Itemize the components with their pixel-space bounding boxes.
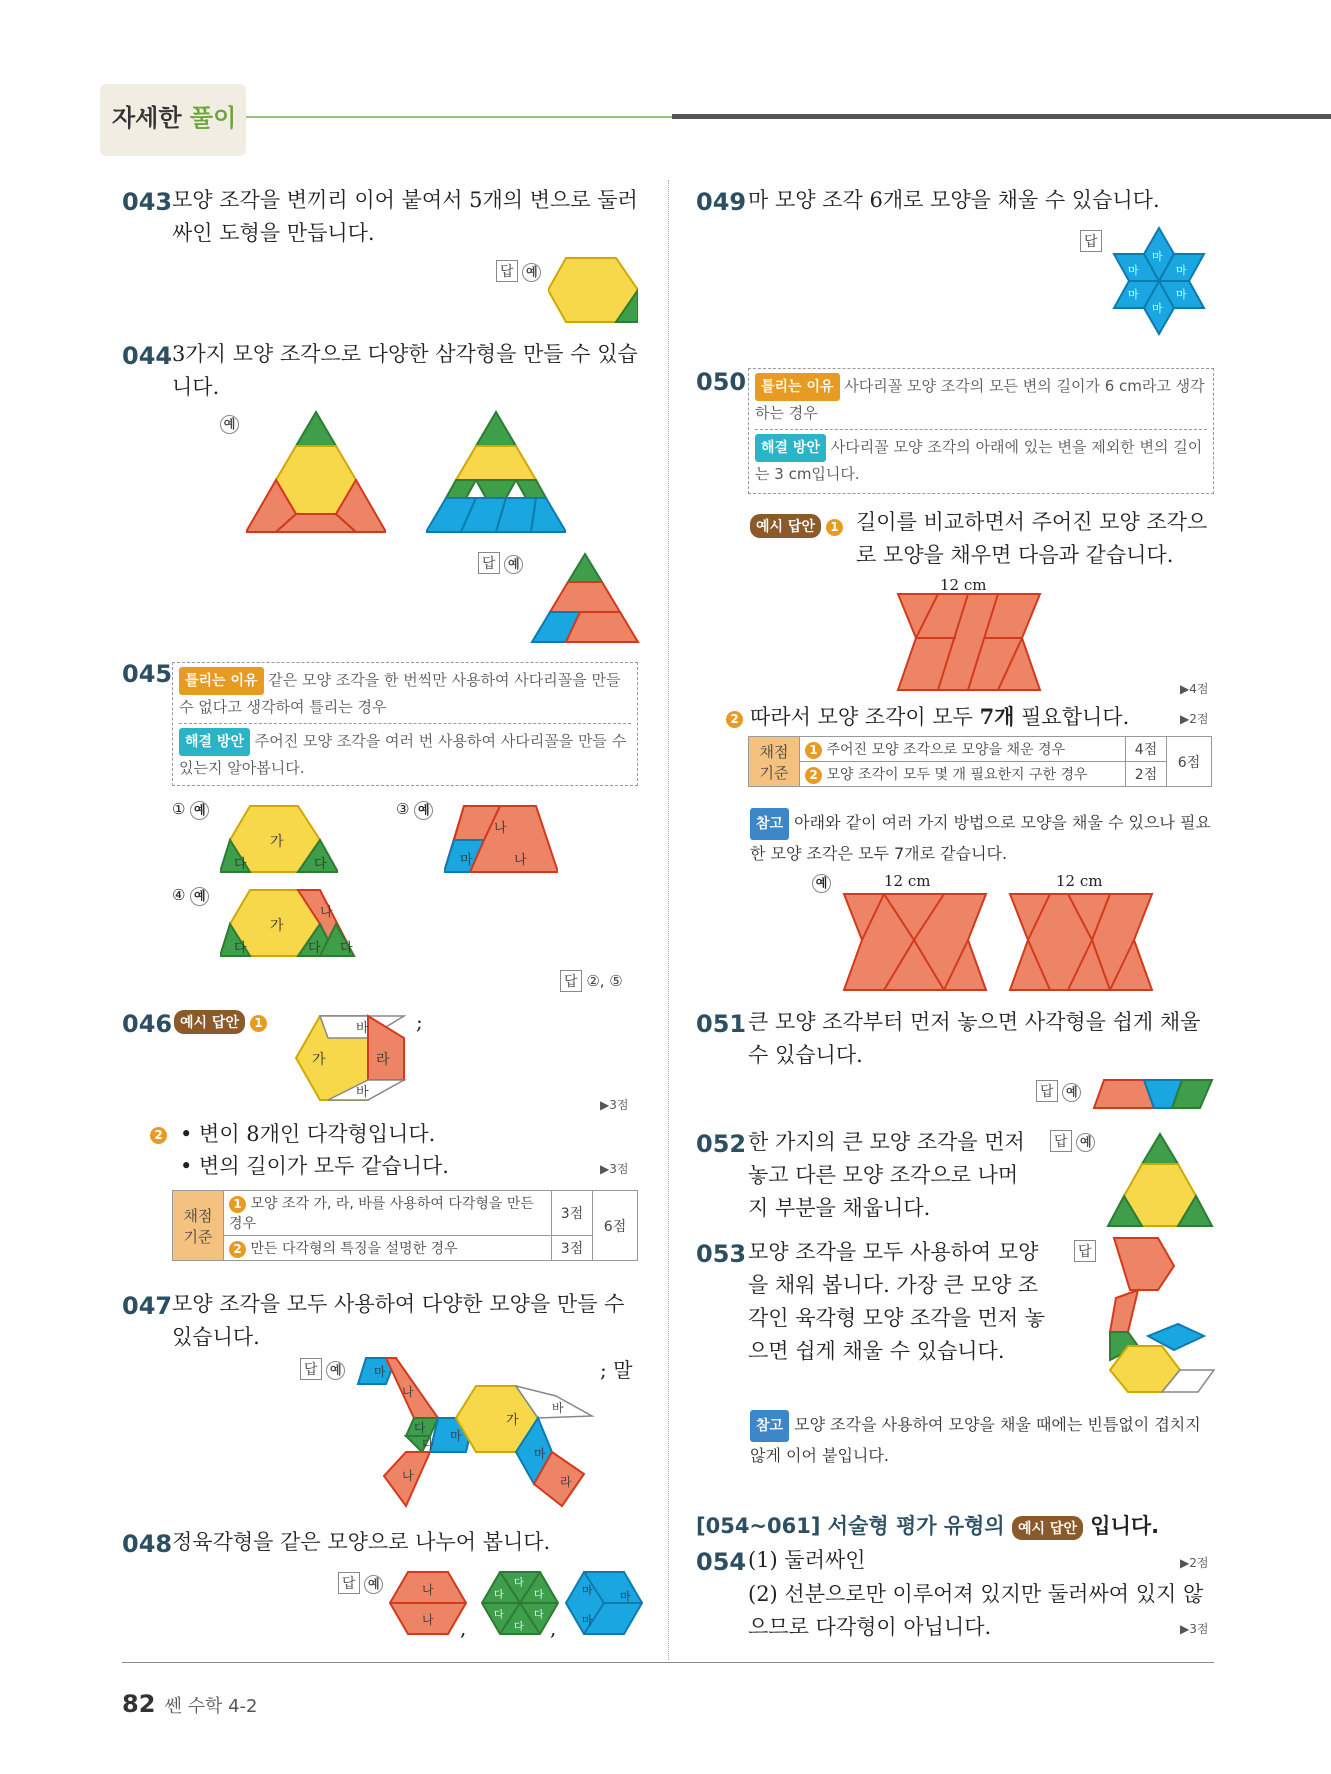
answer-box: 답 (338, 1572, 360, 1594)
shape-label: 나 (402, 1385, 414, 1399)
q045-wrong: 같은 모양 조각을 한 번씩만 사용하여 사다리꼴을 만들 수 없다고 생각하여 틀리는 경우 (179, 671, 621, 716)
q047-number: 047 (122, 1292, 173, 1320)
q043-shape (548, 256, 638, 324)
footer-rule (122, 1662, 1214, 1663)
q050-note-shape-1 (842, 890, 988, 994)
shape-label: 마 (534, 1447, 546, 1461)
grade-row-1: 1 주어진 모양 조각으로 모양을 채운 경우 (800, 737, 1126, 762)
shape-label: 나 (422, 1613, 434, 1627)
grade-head: 채점 기준 (749, 737, 800, 787)
grade-row-2: 2 모양 조각이 모두 몇 개 필요한지 구한 경우 (800, 762, 1126, 787)
q044-answer-label (478, 552, 523, 574)
grade-total: 6점 (593, 1191, 638, 1261)
q054-part2: (2) 선분으로만 이루어져 있지만 둘러싸여 있지 않으므로 다각형이 아닙니다. (748, 1582, 1204, 1639)
sample-answer-tag: 예시 답안 (1012, 1516, 1083, 1540)
q050-sample-tag-wrap (750, 514, 843, 538)
q050-note-dim-1: 12 cm (884, 872, 931, 890)
q047-text: 모양 조각을 모두 사용하여 다양한 모양을 만들 수 있습니다. (172, 1292, 625, 1349)
q050-step2: 따라서 모양 조각이 모두 7개 필요합니다. (750, 704, 1130, 729)
q051-answer-label (1036, 1080, 1081, 1102)
step-2-icon: 2 (150, 1127, 167, 1144)
sample-answer-tag: 예시 답안 (174, 1010, 245, 1034)
shape-label: 마 (374, 1365, 386, 1379)
shape-label: 가 (312, 1052, 326, 1068)
q052-text: 한 가지의 큰 모양 조각을 먼저 놓고 다른 모양 조각으로 나머지 부분을 채웁니다. (748, 1130, 1025, 1220)
step-2-icon-wrap (726, 708, 743, 728)
q050-dim-label: 12 cm (940, 576, 987, 594)
answer-box: 답 (300, 1358, 322, 1380)
q050-note-example (812, 872, 831, 893)
q053-answer-label (1074, 1240, 1096, 1262)
q046-pts-1: ▶3점 (600, 1098, 629, 1112)
shape-label: 나 (402, 1469, 414, 1483)
q053-text: 모양 조각을 모두 사용하여 모양을 채워 봅니다. 가장 큰 모양 조각인 육각형 모양 조각을 먼저 놓으면 쉽게 채울 수 있습니다. (748, 1240, 1046, 1363)
q045-opt4: ④ 예 (172, 886, 209, 906)
q046-sample-tag-wrap (174, 1010, 267, 1034)
step-2-icon-wrap (150, 1124, 167, 1144)
sample-answer-tag: 예시 답안 (750, 514, 821, 538)
q054-number: 054 (696, 1548, 747, 1576)
q043-answer-label (496, 260, 541, 282)
shape-label: 다 (514, 1578, 524, 1589)
q046-number: 046 (122, 1010, 173, 1038)
grade-pts: 2점 (1126, 762, 1167, 787)
example-mark: 예 (1076, 1133, 1095, 1152)
q046-semicolon: ; (416, 1010, 423, 1034)
answer-box: 답 (1080, 230, 1102, 252)
q049-number: 049 (696, 188, 747, 216)
grade-row-2: 2 만든 다각형의 특징을 설명한 경우 (224, 1236, 552, 1261)
shape-label: 바 (356, 1085, 369, 1100)
header-title-a: 자세한 (112, 104, 182, 132)
shape-label: 다 (534, 1590, 544, 1601)
shape-label: 바 (356, 1021, 369, 1036)
shape-label: 다 (422, 1437, 434, 1451)
header-title-b: 풀이 (189, 104, 237, 132)
example-mark: 예 (812, 874, 831, 893)
q048-answer-label (338, 1572, 383, 1594)
answer-box: 답 (560, 970, 582, 992)
shape-label: 다 (534, 1610, 544, 1621)
grade-head: 채점 기준 (173, 1191, 224, 1261)
q044-answer-shape (530, 552, 640, 644)
q045-answer (560, 970, 623, 992)
example-mark: 예 (326, 1361, 345, 1380)
shape-label: 라 (560, 1475, 572, 1489)
q044-triangle-a (246, 410, 386, 534)
shape-label: 다 (494, 1610, 504, 1621)
q045-opt3-shape (444, 804, 558, 874)
grade-pts: 3점 (552, 1191, 593, 1236)
grade-row-1: 1 모양 조각 가, 라, 바를 사용하여 다각형을 만든 경우 (224, 1191, 552, 1236)
q050-wrong: 사다리꼴 모양 조각의 모든 변의 길이가 6 cm라고 생각하는 경우 (755, 377, 1205, 422)
shape-label: 마 (1176, 264, 1187, 277)
header-rule-dark (672, 114, 1331, 119)
example-mark: 예 (504, 555, 523, 574)
step-1-icon: 1 (250, 1015, 267, 1032)
q050-hint-box (748, 368, 1214, 494)
shape-label: 마 (460, 853, 473, 868)
shape-label: 다 (494, 1590, 504, 1601)
answer-box: 답 (496, 260, 518, 282)
shape-label: 다 (514, 1622, 524, 1633)
q049-answer-label (1080, 230, 1102, 252)
shape-label: 라 (376, 1052, 390, 1068)
q050-note-dim-2: 12 cm (1056, 872, 1103, 890)
q052-number: 052 (696, 1130, 747, 1158)
q044-number: 044 (122, 342, 173, 370)
q043-text: 모양 조각을 변끼리 이어 붙여서 5개의 변으로 둘러싸인 도형을 만듭니다. (172, 188, 638, 245)
book-title: 쎈 수학 4-2 (164, 1696, 258, 1717)
q044-triangle-b (426, 410, 566, 534)
grade-total: 6점 (1167, 737, 1212, 787)
q054-pts-2: ▶2점 (1180, 1556, 1209, 1570)
q050-step1: 길이를 비교하면서 주어진 모양 조각으로 모양을 채우면 다음과 같습니다. (856, 510, 1208, 567)
shape-label: 마 (1128, 288, 1139, 301)
q048-text: 정육각형을 같은 모양으로 나누어 봅니다. (172, 1530, 551, 1554)
q047-answer-label (300, 1358, 345, 1380)
q051-text: 큰 모양 조각부터 먼저 놓으면 사각형을 쉽게 채울 수 있습니다. (748, 1010, 1201, 1067)
shape-label: 다 (308, 941, 321, 956)
answer-box: 답 (1074, 1240, 1096, 1262)
q045-solve: 주어진 모양 조각을 여러 번 사용하여 사다리꼴을 만들 수 있는지 알아봅니다. (179, 732, 627, 777)
comma: , (460, 1616, 467, 1640)
step-2-icon: 2 (726, 711, 743, 728)
q054-pts-3: ▶3점 (1180, 1622, 1209, 1636)
footer (122, 1690, 258, 1718)
q049-star (1104, 226, 1214, 336)
section-054-heading: [054~061] 서술형 평가 유형의 예시 답안 입니다. (696, 1514, 1160, 1538)
q044-text: 3가지 모양 조각으로 다양한 삼각형을 만들 수 있습니다. (172, 342, 638, 399)
q050-fill-shape (896, 586, 1042, 694)
shape-label: 다 (414, 1421, 426, 1435)
q050-note-shape-2 (1008, 890, 1154, 994)
shape-label: 다 (314, 857, 327, 872)
note-tag: 참고 (750, 1410, 789, 1442)
shape-label: 마 (620, 1590, 631, 1603)
q049-text: 마 모양 조각 6개로 모양을 채울 수 있습니다. (748, 188, 1160, 212)
shape-label: 나 (422, 1583, 434, 1597)
header-rule-light (246, 116, 672, 118)
shape-label: 바 (552, 1401, 564, 1415)
q053-shape (1108, 1236, 1216, 1394)
grade-pts: 3점 (552, 1236, 593, 1261)
shape-label: 마 (582, 1584, 593, 1597)
page-number: 82 (122, 1690, 156, 1718)
q053-note: 참고 모양 조각을 사용하여 모양을 채울 때에는 빈틈없이 겹치지 않게 이어 붙입니다. (750, 1410, 1216, 1470)
q045-number: 045 (122, 660, 173, 688)
note-tag: 참고 (750, 808, 789, 840)
example-mark: 예 (522, 263, 541, 282)
comma: , (550, 1616, 557, 1640)
q046-grade-table (172, 1190, 638, 1261)
q053-number: 053 (696, 1240, 747, 1268)
q048-hex-1 (388, 1570, 468, 1636)
shape-label: 마 (1128, 264, 1139, 277)
answer-box: 답 (1050, 1130, 1072, 1152)
shape-label: 마 (450, 1429, 462, 1443)
q046-bullet-1: • 변이 8개인 다각형입니다. (180, 1122, 436, 1146)
example-mark: 예 (190, 887, 209, 906)
wrong-reason-tag: 틀리는 이유 (179, 667, 264, 695)
shape-label: 가 (506, 1413, 519, 1428)
q054-part1: (1) 둘러싸인 (748, 1548, 866, 1572)
shape-label: 가 (270, 918, 284, 934)
step-1-icon: 1 (826, 519, 843, 536)
q047-horse-shape (356, 1356, 596, 1516)
q050-pts-4: ▶4점 (1180, 682, 1209, 696)
answer-box: 답 (478, 552, 500, 574)
q050-note: 참고 아래와 같이 여러 가지 방법으로 모양을 채울 수 있으나 필요한 모양 조각은 모두 7개로 같습니다. (750, 808, 1216, 868)
q046-pts-2: ▶3점 (600, 1162, 629, 1176)
solution-tag: 해결 방안 (179, 728, 250, 756)
q050-solve: 사다리꼴 모양 조각의 아래에 있는 변을 제외한 변의 길이는 3 cm입니다. (755, 438, 1203, 483)
q043-number: 043 (122, 188, 173, 216)
example-mark: 예 (414, 801, 433, 820)
example-mark: 예 (220, 415, 239, 434)
shape-label: 다 (234, 857, 247, 872)
shape-label: 마 (1176, 288, 1187, 301)
grade-pts: 4점 (1126, 737, 1167, 762)
q045-opt1-shape (220, 804, 338, 874)
q044-example (220, 414, 239, 434)
shape-label: 가 (270, 834, 284, 850)
answer-value: ②, ⑤ (586, 972, 623, 990)
q045-opt1: ① 예 (172, 800, 209, 820)
q050-number: 050 (696, 368, 747, 396)
q045-opt3: ③ 예 (396, 800, 433, 820)
q046-bullet-2: • 변의 길이가 모두 같습니다. (180, 1154, 449, 1178)
q050-grade-table (748, 736, 1212, 787)
q048-hex-2 (480, 1570, 560, 1636)
header-title (112, 98, 236, 133)
q048-hex-3 (564, 1570, 644, 1636)
column-divider (668, 180, 669, 1660)
shape-label: 다 (340, 941, 353, 956)
shape-label: 마 (1152, 250, 1163, 263)
shape-label: 마 (1152, 302, 1163, 315)
example-mark: 예 (364, 1575, 383, 1594)
shape-label: 다 (234, 941, 247, 956)
q045-opt4-shape (220, 888, 376, 958)
q048-number: 048 (122, 1530, 173, 1558)
q045-hint-box (172, 662, 638, 786)
q052-answer-label (1050, 1130, 1095, 1152)
shape-label: 나 (320, 905, 333, 920)
shape-label: 마 (582, 1614, 593, 1627)
q047-tail: ; 말 (600, 1358, 633, 1382)
q050-pts-2: ▶2점 (1180, 712, 1209, 726)
q052-shape (1106, 1132, 1214, 1228)
shape-label: 나 (494, 821, 507, 836)
q051-shape (1092, 1078, 1214, 1110)
shape-label: 나 (514, 853, 527, 868)
wrong-reason-tag: 틀리는 이유 (755, 373, 840, 401)
q051-number: 051 (696, 1010, 747, 1038)
example-mark: 예 (190, 801, 209, 820)
q046-shape (276, 1010, 410, 1106)
solution-tag: 해결 방안 (755, 434, 826, 462)
answer-box: 답 (1036, 1080, 1058, 1102)
example-mark: 예 (1062, 1083, 1081, 1102)
